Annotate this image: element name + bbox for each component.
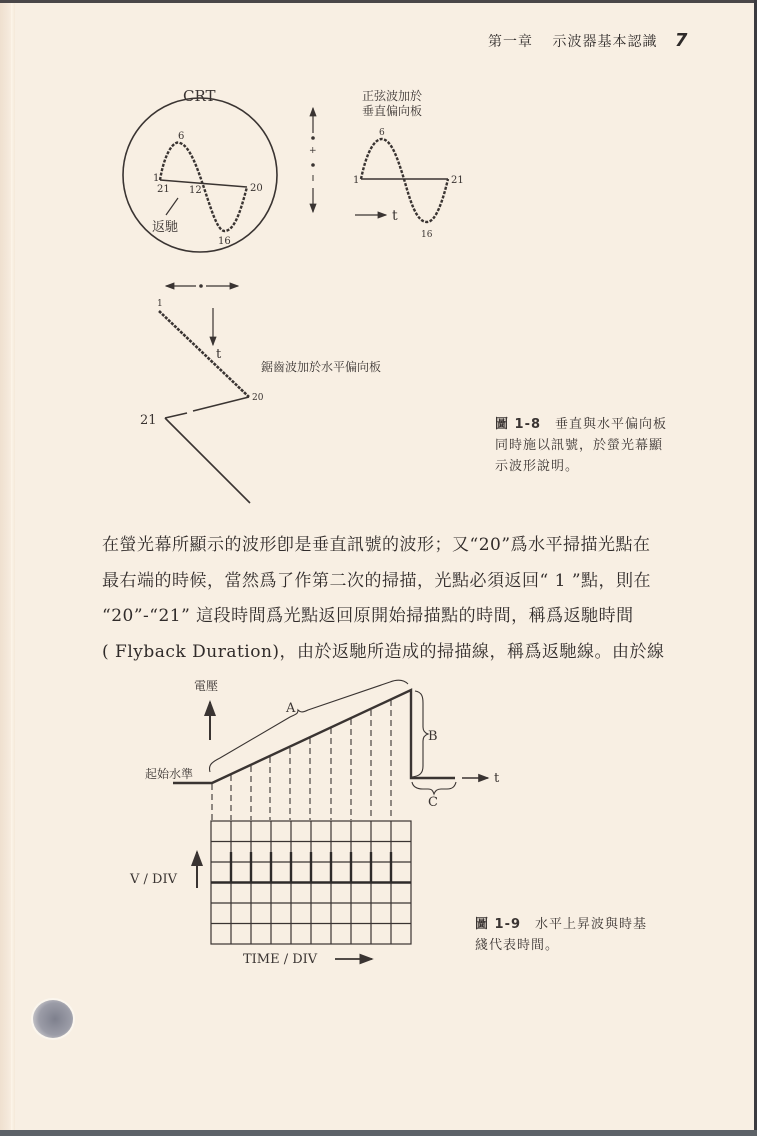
sawtooth-ramp [159, 311, 249, 397]
crt-label-1: 1 [153, 173, 160, 184]
brace-c [412, 782, 456, 794]
time-div-label: TIME / DIV [243, 952, 318, 967]
crt-label-6: 6 [178, 131, 185, 142]
label-c: C [428, 795, 438, 810]
voltage-label: 電壓 [194, 679, 219, 693]
body-line: 在螢光幕所顯示的波形卽是垂直訊號的波形；又“20”爲水平掃描光點在 [102, 535, 651, 555]
sine-label-6: 6 [379, 128, 385, 138]
ramp-waveform [173, 690, 455, 783]
vertical-sine-diagram [353, 88, 464, 240]
sine-title-line2: 垂直偏向板 [362, 104, 423, 118]
sine-wave [361, 139, 448, 222]
crt-label-12: 12 [189, 185, 202, 196]
saw-label-20: 20 [252, 393, 264, 403]
body-line: ( Flyback Duration)，由於返馳所造成的掃描線，稱爲返馳線。由於線 [102, 641, 665, 662]
body-line: 最右端的時候，當然爲了作第二次的掃描，光點必須返回“ 1 ”點，則在 [102, 570, 652, 591]
sawtooth-flyback-a [193, 397, 249, 411]
page-number: 7 [674, 30, 689, 51]
saw-title: 鋸齒波加於水平偏向板 [261, 360, 382, 374]
timebase-trace [211, 852, 411, 883]
v-div-label: V / DIV [130, 872, 177, 887]
chapter-title: 示波器基本認識 [552, 34, 658, 50]
crt-diagram [123, 87, 277, 252]
sine-title-line1: 正弦波加於 [362, 89, 423, 103]
timebase-projection-lines [212, 700, 391, 820]
vertical-deflection-indicator [309, 108, 317, 212]
brace-a [209, 680, 408, 772]
body-paragraph [102, 528, 702, 670]
time-label: t [392, 208, 398, 224]
sawtooth-flyback-b [165, 413, 187, 418]
crt-label-16: 16 [218, 236, 231, 247]
sine-label-1: 1 [353, 175, 360, 186]
chapter-label: 第一章 [488, 34, 533, 50]
crt-flyback-label: 返馳 [152, 220, 179, 235]
crt-sine-trace [160, 142, 247, 231]
flyback-pointer [166, 198, 178, 215]
caption-line: 水平上昇波與時基 [535, 917, 648, 932]
caption-figure-number: 圖 1-9 [475, 917, 522, 932]
caption-line: 同時施以訊號，於螢光幕顯 [495, 438, 664, 453]
caption-figure-number: 圖 1-8 [495, 417, 542, 432]
crt-title: CRT [183, 87, 216, 105]
caption-line: 示波形說明。 [495, 459, 580, 474]
sawtooth-next-ramp [165, 418, 250, 503]
crt-label-21: 21 [157, 184, 170, 195]
figure-1-9-caption [475, 914, 647, 956]
sine-label-21: 21 [451, 175, 464, 186]
crt-label-20: 20 [250, 183, 263, 194]
sine-label-16: 16 [421, 230, 433, 240]
caption-line: 垂直與水平偏向板 [555, 417, 668, 432]
label-b: B [428, 729, 438, 744]
horizontal-deflection-indicator [166, 284, 238, 288]
plus-sign: + [309, 146, 317, 156]
saw-label-21: 21 [140, 413, 157, 428]
saw-label-1: 1 [157, 299, 163, 309]
caption-line: 綫代表時間。 [475, 938, 560, 953]
saw-time-label: t [216, 347, 222, 362]
body-line: “20”-“21” 這段時間爲光點返回原開始掃描點的時間，稱爲返馳時間 [102, 606, 634, 626]
ramp-time-label: t [494, 771, 500, 786]
start-level-label: 起始水準 [145, 767, 194, 781]
label-a: A [286, 701, 296, 716]
brace-b [412, 691, 428, 777]
figure-1-8-caption [495, 414, 667, 477]
sawtooth-diagram [140, 299, 381, 503]
ramp-timebase-diagram [129, 679, 500, 967]
